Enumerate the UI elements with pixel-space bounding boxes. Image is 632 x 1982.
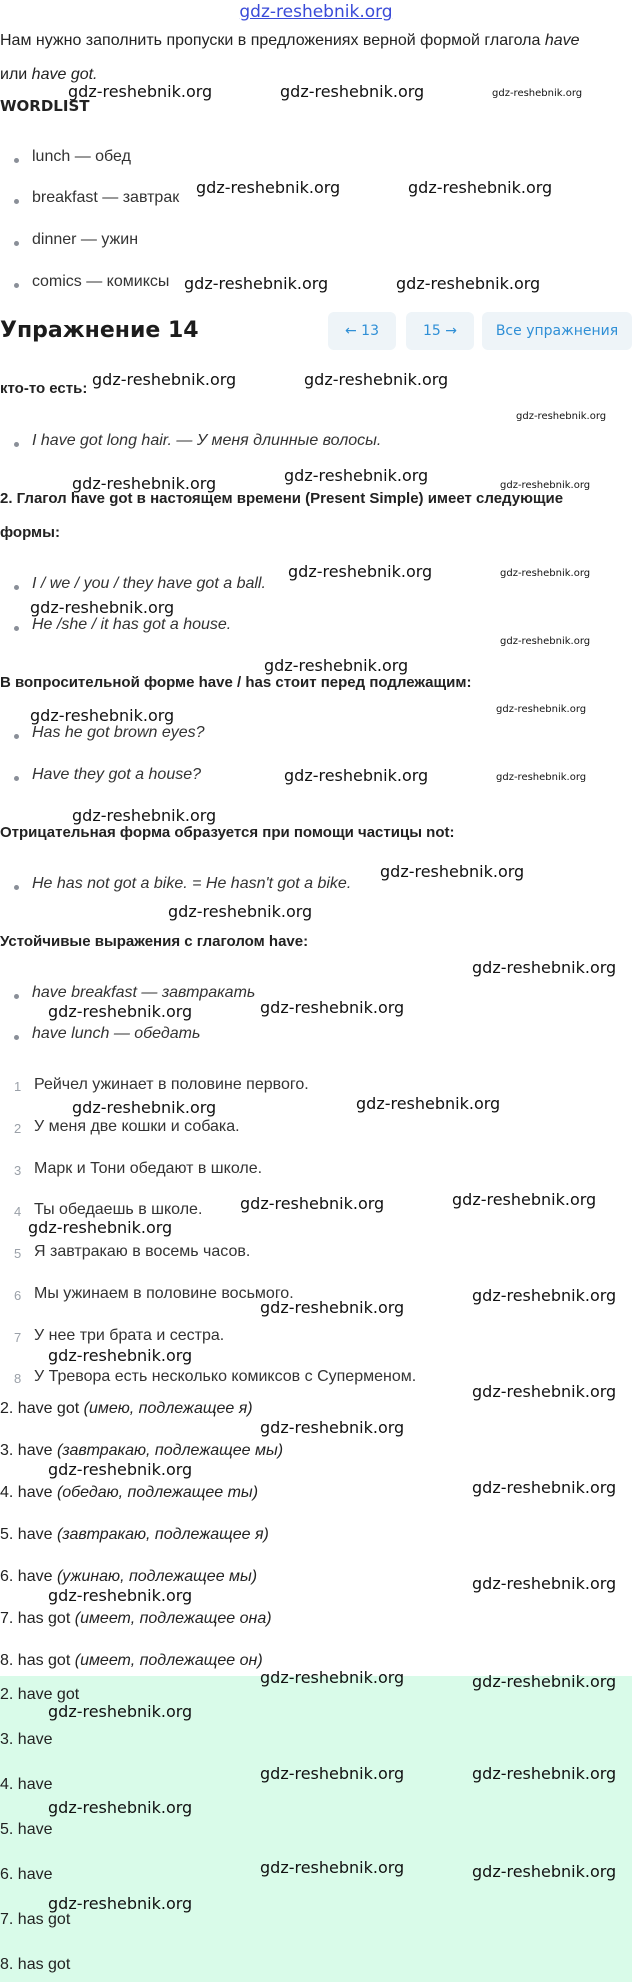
bullet-icon — [14, 283, 19, 288]
answer-item: 4. have — [0, 1776, 53, 1793]
watermark: gdz-reshebnik.org — [48, 1702, 193, 1721]
explanation-answer: 3. have — [0, 1442, 53, 1459]
explanation-answer: 5. have — [0, 1526, 53, 1543]
watermark: gdz-reshebnik.org — [472, 1574, 617, 1593]
explanation-note: (завтракаю, подлежащее мы) — [56, 1442, 284, 1459]
explanation-note: (завтракаю, подлежащее я) — [56, 1526, 269, 1543]
watermark: gdz-reshebnik.org — [304, 370, 449, 389]
watermark: gdz-reshebnik.org — [408, 178, 553, 197]
wordlist-item: dinner — ужин — [32, 231, 139, 248]
explanation-note: (имею, подлежащее я) — [83, 1400, 253, 1417]
watermark: gdz-reshebnik.org — [452, 1190, 597, 1209]
question-example: Have they got a house? — [32, 766, 202, 783]
question-example: Has he got brown eyes? — [32, 724, 205, 741]
bullet-icon — [14, 626, 19, 631]
watermark: gdz-reshebnik.org — [500, 568, 591, 579]
watermark: gdz-reshebnik.org — [356, 1094, 501, 1113]
watermark: gdz-reshebnik.org — [472, 1764, 617, 1783]
watermark: gdz-reshebnik.org — [260, 1764, 405, 1783]
watermark: gdz-reshebnik.org — [472, 1286, 617, 1305]
watermark: gdz-reshebnik.org — [472, 1672, 617, 1691]
watermark: gdz-reshebnik.org — [48, 1460, 193, 1479]
watermark: gdz-reshebnik.org — [380, 862, 525, 881]
explanation-row — [0, 1400, 253, 1418]
sentence-number: 6 — [14, 1288, 22, 1303]
watermark: gdz-reshebnik.org — [396, 274, 541, 293]
bullet-icon — [14, 158, 19, 163]
negative-heading: Отрицательная форма образуется при помощи частицы not: — [0, 824, 455, 841]
watermark: gdz-reshebnik.org — [288, 562, 433, 581]
expressions-heading: Устойчивые выражения с глаголом have: — [0, 933, 309, 950]
watermark: gdz-reshebnik.org — [184, 274, 329, 293]
forms-heading-cont: формы: — [0, 524, 60, 541]
watermark: gdz-reshebnik.org — [48, 1002, 193, 1021]
watermark: gdz-reshebnik.org — [264, 656, 409, 675]
watermark: gdz-reshebnik.org — [28, 1218, 173, 1237]
watermark: gdz-reshebnik.org — [500, 636, 591, 647]
watermark: gdz-reshebnik.org — [92, 370, 237, 389]
watermark: gdz-reshebnik.org — [260, 998, 405, 1017]
watermark: gdz-reshebnik.org — [48, 1894, 193, 1913]
form-example: I / we / you / they have got a ball. — [32, 575, 266, 592]
bullet-icon — [14, 885, 19, 890]
watermark: gdz-reshebnik.org — [72, 806, 217, 825]
question-heading: В вопросительной форме have / has стоит перед подлежащим: — [0, 674, 472, 691]
watermark: gdz-reshebnik.org — [496, 704, 587, 715]
intro-have-got: have got. — [31, 66, 98, 83]
sentence-text: У Тревора есть несколько комиксов с Суперменом. — [34, 1368, 417, 1385]
watermark: gdz-reshebnik.org — [260, 1668, 405, 1687]
all-exercises-button[interactable]: Все упражнения — [482, 312, 632, 350]
explanation-row — [0, 1610, 272, 1628]
answer-item: 3. have — [0, 1731, 53, 1748]
prev-exercise-button[interactable]: ← 13 — [328, 312, 396, 350]
sentence-text: Я завтракаю в восемь часов. — [34, 1243, 251, 1260]
explanation-answer: 4. have — [0, 1484, 53, 1501]
answer-item: 2. have got — [0, 1686, 80, 1703]
watermark: gdz-reshebnik.org — [472, 1478, 617, 1497]
explanation-row — [0, 1568, 257, 1586]
sentence-text: У нее три брата и сестра. — [34, 1327, 225, 1344]
watermark: gdz-reshebnik.org — [240, 1194, 385, 1213]
watermark: gdz-reshebnik.org — [168, 902, 313, 921]
watermark: gdz-reshebnik.org — [48, 1586, 193, 1605]
explanation-answer: 2. have got — [0, 1400, 80, 1417]
watermark: gdz-reshebnik.org — [280, 82, 425, 101]
explanation-answer: 8. has got — [0, 1652, 71, 1669]
sentence-text: Рейчел ужинает в половине первого. — [34, 1076, 309, 1093]
explanation-row — [0, 1442, 283, 1460]
wordlist-item: lunch — обед — [32, 148, 131, 165]
watermark: gdz-reshebnik.org — [492, 88, 583, 99]
watermark: gdz-reshebnik.org — [260, 1298, 405, 1317]
watermark: gdz-reshebnik.org — [472, 1862, 617, 1881]
watermark: gdz-reshebnik.org — [48, 1798, 193, 1817]
intro-have: have — [544, 32, 580, 49]
wordlist-item: comics — комиксы — [32, 273, 170, 290]
watermark: gdz-reshebnik.org — [284, 466, 429, 485]
answer-box — [0, 1676, 632, 1982]
explanation-answer: 7. has got — [0, 1610, 71, 1627]
sentence-number: 1 — [14, 1079, 22, 1094]
explanation-note: (имеет, подлежащее он) — [74, 1652, 263, 1669]
answer-item: 5. have — [0, 1821, 53, 1838]
watermark: gdz-reshebnik.org — [472, 1382, 617, 1401]
bullet-icon — [14, 241, 19, 246]
watermark: gdz-reshebnik.org — [68, 82, 213, 101]
explanation-note: (имеет, подлежащее она) — [74, 1610, 272, 1627]
sentence-number: 8 — [14, 1371, 22, 1386]
explanation-note: (ужинаю, подлежащее мы) — [56, 1568, 258, 1585]
explanation-row — [0, 1652, 263, 1670]
sentence-text: Мы ужинаем в половине восьмого. — [34, 1285, 294, 1302]
watermark: gdz-reshebnik.org — [30, 706, 175, 725]
next-exercise-button[interactable]: 15 → — [406, 312, 474, 350]
form-example: He /she / it has got a house. — [32, 616, 232, 633]
exercise-title: Упражнение 14 — [0, 318, 199, 343]
sentence-text: Ты обедаешь в школе. — [34, 1201, 203, 1218]
watermark: gdz-reshebnik.org — [260, 1418, 405, 1437]
site-title[interactable]: gdz-reshebnik.org — [239, 2, 393, 22]
grammar-cut-line: кто-то есть: — [0, 380, 88, 397]
watermark: gdz-reshebnik.org — [472, 958, 617, 977]
bullet-icon — [14, 442, 19, 447]
bullet-icon — [14, 734, 19, 739]
wordlist-item: breakfast — завтрак — [32, 189, 180, 206]
sentence-number: 4 — [14, 1204, 22, 1219]
intro-text: Нам нужно заполнить пропуски в предложениях верной формой глагола — [0, 32, 541, 49]
intro-line-1 — [0, 32, 580, 50]
answer-item: 8. has got — [0, 1956, 71, 1973]
answer-item: 6. have — [0, 1866, 53, 1883]
answer-item: 7. has got — [0, 1911, 71, 1928]
watermark: gdz-reshebnik.org — [496, 772, 587, 783]
watermark: gdz-reshebnik.org — [260, 1858, 405, 1877]
watermark: gdz-reshebnik.org — [30, 598, 175, 617]
expression-item: have breakfast — завтракать — [32, 984, 256, 1001]
intro-or: или — [0, 66, 28, 83]
sentence-text: У меня две кошки и собака. — [34, 1118, 240, 1135]
watermark: gdz-reshebnik.org — [516, 411, 607, 422]
watermark: gdz-reshebnik.org — [196, 178, 341, 197]
sentence-text: Марк и Тони обедают в школе. — [34, 1160, 263, 1177]
watermark: gdz-reshebnik.org — [72, 474, 217, 493]
bullet-icon — [14, 199, 19, 204]
bullet-icon — [14, 1035, 19, 1040]
wordlist-heading: WORDLIST — [0, 97, 90, 115]
watermark: gdz-reshebnik.org — [284, 766, 429, 785]
explanation-note: (обедаю, подлежащее ты) — [56, 1484, 259, 1501]
watermark: gdz-reshebnik.org — [500, 480, 591, 491]
explanation-row — [0, 1484, 258, 1502]
sentence-number: 3 — [14, 1163, 22, 1178]
watermark: gdz-reshebnik.org — [48, 1346, 193, 1365]
bullet-icon — [14, 994, 19, 999]
bullet-icon — [14, 776, 19, 781]
grammar-example: I have got long hair. — У меня длинные волосы. — [32, 432, 382, 449]
explanation-row — [0, 1526, 269, 1544]
bullet-icon — [14, 585, 19, 590]
expression-item: have lunch — обедать — [32, 1025, 201, 1042]
sentence-number: 7 — [14, 1330, 22, 1345]
forms-heading: 2. Глагол have got в настоящем времени (Present Simple) имеет следующие — [0, 490, 564, 507]
watermark: gdz-reshebnik.org — [72, 1098, 217, 1117]
sentence-number: 2 — [14, 1121, 22, 1136]
negative-example: He has not got a bike. = He hasn't got a bike. — [32, 875, 352, 892]
explanation-answer: 6. have — [0, 1568, 53, 1585]
sentence-number: 5 — [14, 1246, 22, 1261]
